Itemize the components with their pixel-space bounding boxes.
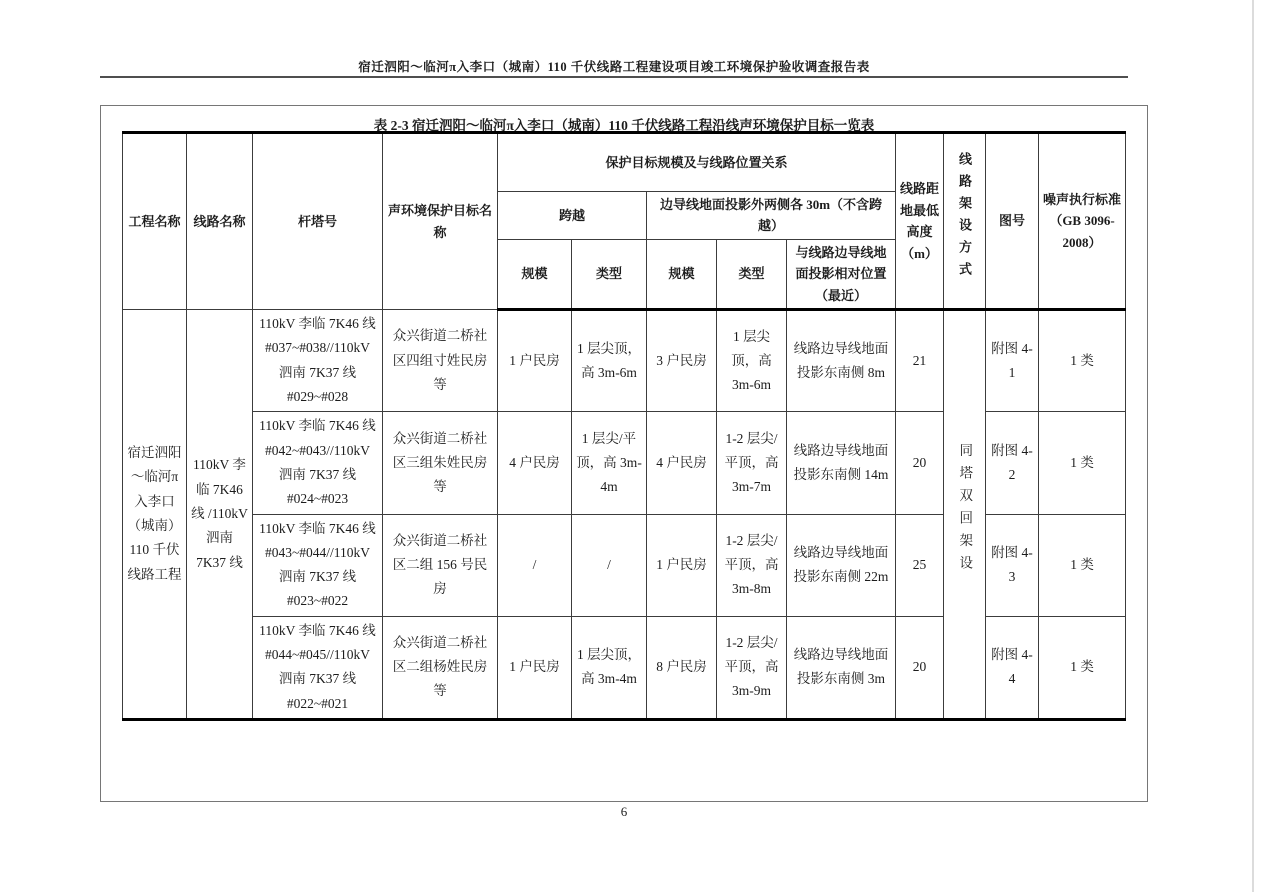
cell-noise-standard: 1 类 (1039, 412, 1126, 514)
cell-beside-type: 1-2 层尖/平顶，高 3m-7m (717, 412, 787, 514)
table-title: 表 2-3 宿迁泗阳～临河π入李口（城南）110 千伏线路工程沿线声环境保护目标一览表 (373, 118, 875, 133)
page-number: 6 (620, 804, 628, 819)
cell-beside-type: 1-2 层尖/平顶，高 3m-8m (717, 514, 787, 616)
col-header-beside-scale: 规模 (647, 239, 717, 309)
col-header-tower: 杆塔号 (253, 133, 383, 310)
col-header-crossing-group: 跨越 (498, 192, 647, 240)
col-header-erection-text: 线路架设方式 (957, 151, 972, 284)
col-header-project: 工程名称 (123, 133, 187, 310)
cell-cross-type: 1 层尖顶，高 3m-4m (572, 616, 647, 719)
col-header-cross-scale: 规模 (498, 239, 572, 309)
cell-min-height: 21 (896, 310, 944, 412)
cell-cross-type: 1 层尖/平顶，高 3m-4m (572, 412, 647, 514)
col-header-relation-group: 保护目标规模及与线路位置关系 (498, 133, 896, 192)
cell-target-name: 众兴街道二桥社区四组寸姓民房等 (383, 310, 498, 412)
cell-relative-position: 线路边导线地面投影东南侧 3m (787, 616, 896, 719)
cell-erection-mode (944, 310, 986, 720)
page-header-title: 宿迁泗阳～临河π入李口（城南）110 千伏线路工程建设项目竣工环境保护验收调查报告表 (358, 60, 870, 74)
cell-relative-position: 线路边导线地面投影东南侧 14m (787, 412, 896, 514)
cell-min-height: 20 (896, 616, 944, 719)
report-sheet-frame (100, 105, 1148, 802)
col-header-min-height: 线路距地最低高度（m） (896, 133, 944, 310)
col-header-relative-position: 与线路边导线地面投影相对位置（最近） (787, 239, 896, 309)
cell-beside-scale: 1 户民房 (647, 514, 717, 616)
cell-cross-scale: 1 户民房 (498, 310, 572, 412)
col-header-noise-standard: 噪声执行标准（GB 3096-2008） (1039, 133, 1126, 310)
cell-figure-number: 附图 4-2 (986, 412, 1039, 514)
cell-target-name: 众兴街道二桥社区三组朱姓民房等 (383, 412, 498, 514)
cell-cross-scale: / (498, 514, 572, 616)
col-header-line: 线路名称 (187, 133, 253, 310)
col-header-erection (944, 133, 986, 310)
cell-figure-number: 附图 4-3 (986, 514, 1039, 616)
cell-beside-type: 1 层尖顶，高 3m-6m (717, 310, 787, 412)
col-header-target: 声环境保护目标名称 (383, 133, 498, 310)
cell-erection-mode-text: 同塔双回架设 (957, 442, 973, 578)
cell-beside-scale: 4 户民房 (647, 412, 717, 514)
cell-cross-type: / (572, 514, 647, 616)
cell-beside-scale: 3 户民房 (647, 310, 717, 412)
cell-figure-number: 附图 4-1 (986, 310, 1039, 412)
cell-target-name: 众兴街道二桥社区二组杨姓民房等 (383, 616, 498, 719)
cell-min-height: 20 (896, 412, 944, 514)
cell-figure-number: 附图 4-4 (986, 616, 1039, 719)
cell-cross-type: 1 层尖顶，高 3m-6m (572, 310, 647, 412)
cell-noise-standard: 1 类 (1039, 616, 1126, 719)
page-right-edge-line (1252, 0, 1254, 892)
cell-tower-number: 110kV 李临 7K46 线 #037~#038//110kV 泗南 7K37 线 #029~#028 (253, 310, 383, 412)
cell-beside-scale: 8 户民房 (647, 616, 717, 719)
cell-tower-number: 110kV 李临 7K46 线 #042~#043//110kV 泗南 7K37 线 #024~#023 (253, 412, 383, 514)
cell-tower-number: 110kV 李临 7K46 线 #044~#045//110kV 泗南 7K37 线 #022~#021 (253, 616, 383, 719)
col-header-beside-group: 边导线地面投影外两侧各 30m（不含跨越） (647, 192, 896, 240)
cell-target-name: 众兴街道二桥社区二组 156 号民房 (383, 514, 498, 616)
col-header-beside-type: 类型 (717, 239, 787, 309)
col-header-cross-type: 类型 (572, 239, 647, 309)
cell-noise-standard: 1 类 (1039, 310, 1126, 412)
cell-min-height: 25 (896, 514, 944, 616)
cell-noise-standard: 1 类 (1039, 514, 1126, 616)
cell-relative-position: 线路边导线地面投影东南侧 8m (787, 310, 896, 412)
cell-project-name: 宿迁泗阳～临河π入李口（城南）110 千伏线路工程 (123, 310, 187, 720)
cell-cross-scale: 4 户民房 (498, 412, 572, 514)
col-header-figure: 图号 (986, 133, 1039, 310)
table-wrapper (122, 131, 1126, 721)
cell-beside-type: 1-2 层尖/平顶，高 3m-9m (717, 616, 787, 719)
header-row-1 (123, 133, 1126, 192)
cell-relative-position: 线路边导线地面投影东南侧 22m (787, 514, 896, 616)
cell-line-name: 110kV 李临 7K46 线 /110kV 泗南 7K37 线 (187, 310, 253, 720)
cell-tower-number: 110kV 李临 7K46 线 #043~#044//110kV 泗南 7K37 线 #023~#022 (253, 514, 383, 616)
cell-cross-scale: 1 户民房 (498, 616, 572, 719)
page-header-rule (100, 76, 1128, 78)
noise-targets-table (122, 131, 1126, 721)
table-row (123, 310, 1126, 412)
